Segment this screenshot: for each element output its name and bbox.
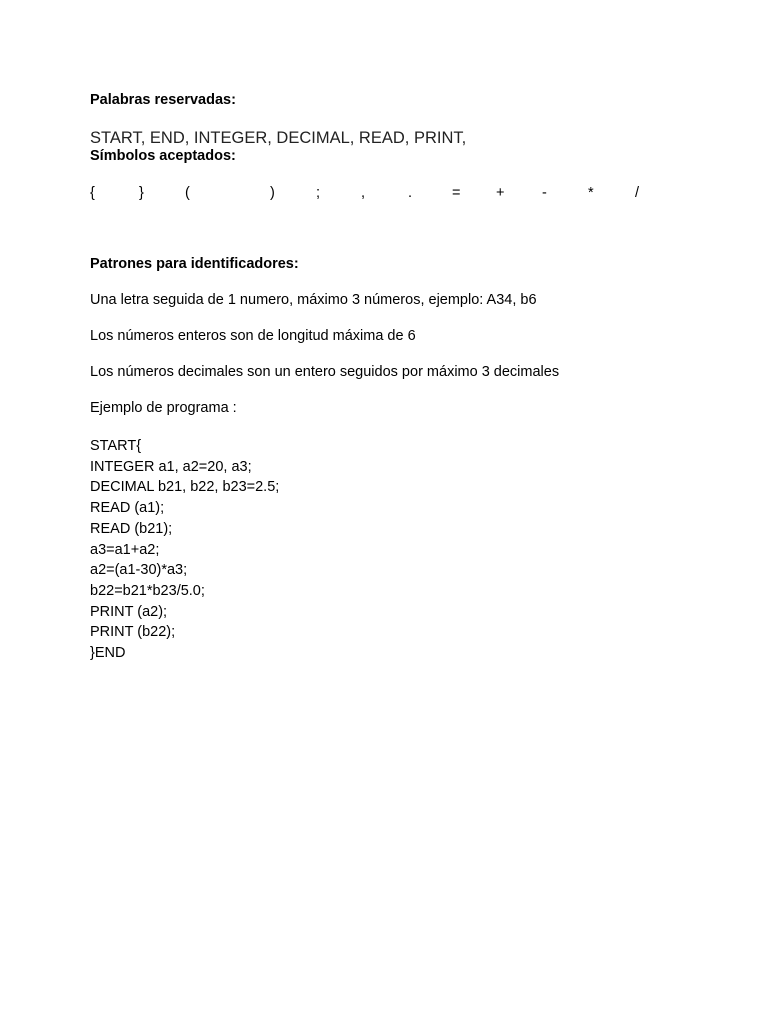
reserved-words-heading: Palabras reservadas:: [90, 92, 236, 108]
patterns-heading: Patrones para identificadores:: [90, 256, 299, 272]
code-line: b22=b21*b23/5.0;: [90, 582, 205, 599]
identifier-pattern-rule: Una letra seguida de 1 numero, máximo 3 números, ejemplo: A34, b6: [90, 292, 537, 308]
symbol-plus: +: [496, 185, 505, 201]
symbol-open-brace: {: [90, 185, 95, 201]
example-program-heading: Ejemplo de programa :: [90, 400, 237, 416]
reserved-words-list: START, END, INTEGER, DECIMAL, READ, PRINT,: [90, 129, 467, 147]
example-program-code: [90, 436, 279, 664]
decimal-format-rule: Los números decimales son un entero seguidos por máximo 3 decimales: [90, 364, 560, 380]
symbol-slash: /: [635, 185, 640, 201]
code-line: a3=a1+a2;: [90, 541, 160, 558]
code-line: PRINT (b22);: [90, 624, 176, 641]
symbol-semicolon: ;: [316, 185, 321, 201]
symbol-equals: =: [452, 185, 461, 201]
symbol-minus: -: [542, 185, 547, 201]
symbols-heading: Símbolos aceptados:: [90, 148, 236, 164]
code-line: DECIMAL b21, b22, b23=2.5;: [90, 479, 280, 496]
code-line: READ (a1);: [90, 500, 165, 517]
code-line: a2=(a1-30)*a3;: [90, 562, 188, 579]
symbol-comma: ,: [361, 185, 366, 201]
symbol-close-brace: }: [139, 185, 144, 201]
code-line: PRINT (a2);: [90, 603, 168, 620]
integer-length-rule: Los números enteros son de longitud máxima de 6: [90, 328, 416, 344]
symbol-asterisk: *: [588, 185, 594, 201]
code-line: START{: [90, 438, 142, 454]
code-line: }END: [90, 645, 126, 662]
symbol-period: .: [408, 185, 413, 201]
symbol-close-paren: ): [270, 185, 275, 201]
symbol-open-paren: (: [185, 185, 190, 201]
code-line: READ (b21);: [90, 520, 173, 537]
code-line: INTEGER a1, a2=20, a3;: [90, 458, 252, 475]
